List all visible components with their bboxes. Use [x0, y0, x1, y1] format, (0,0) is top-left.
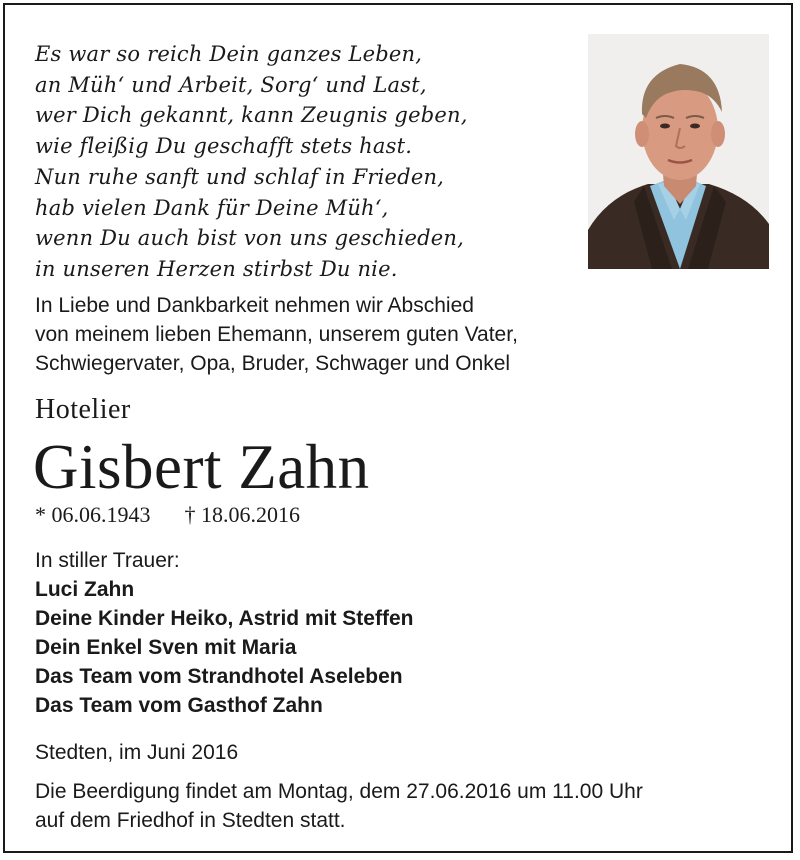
- poem-line: wenn Du auch bist von uns geschieden,: [35, 226, 464, 250]
- obituary-notice: [3, 3, 793, 853]
- deceased-name: Gisbert Zahn: [33, 432, 370, 502]
- portrait-image: [588, 34, 769, 269]
- mourner-entry: Dein Enkel Sven mit Maria: [35, 636, 297, 659]
- deceased-profession: Hotelier: [35, 394, 131, 425]
- place-and-date: Stedten, im Juni 2016: [35, 741, 239, 764]
- mourners-list: [35, 546, 595, 720]
- mourner-entry: Deine Kinder Heiko, Astrid mit Steffen: [35, 607, 414, 630]
- intro-line: von meinem lieben Ehemann, unserem guten Vater,: [35, 323, 518, 346]
- poem-line: hab vielen Dank für Deine Müh‘,: [35, 195, 389, 220]
- poem-line: an Müh‘ und Arbeit, Sorg‘ und Last,: [35, 72, 427, 97]
- funeral-line: Die Beerdigung findet am Montag, dem 27.06.2016 um 11.00 Uhr: [35, 780, 643, 803]
- funeral-info: [35, 777, 775, 835]
- farewell-intro: [35, 291, 595, 378]
- memorial-poem: [35, 39, 575, 284]
- poem-line: wer Dich gekannt, kann Zeugnis geben,: [35, 103, 468, 127]
- mourners-heading: In stiller Trauer:: [35, 549, 180, 572]
- mourner-entry: Luci Zahn: [35, 578, 135, 601]
- portrait-photo: [588, 34, 769, 269]
- mourner-entry: Das Team vom Gasthof Zahn: [35, 694, 323, 717]
- poem-line: wie fleißig Du geschafft stets hast.: [35, 133, 413, 158]
- poem-line: Nun ruhe sanft und schlaf in Frieden,: [35, 165, 445, 189]
- poem-line: in unseren Herzen stirbst Du nie.: [35, 256, 398, 281]
- mourner-entry: Das Team vom Strandhotel Aseleben: [35, 665, 403, 688]
- death-date: † 18.06.2016: [184, 502, 300, 527]
- funeral-line: auf dem Friedhof in Stedten statt.: [35, 809, 346, 832]
- birth-date: * 06.06.1943: [35, 502, 151, 527]
- intro-line: Schwiegervater, Opa, Bruder, Schwager und Onkel: [35, 352, 511, 375]
- life-dates: [35, 501, 300, 529]
- poem-line: Es war so reich Dein ganzes Leben,: [35, 42, 423, 66]
- intro-line: In Liebe und Dankbarkeit nehmen wir Abschied: [35, 294, 474, 317]
